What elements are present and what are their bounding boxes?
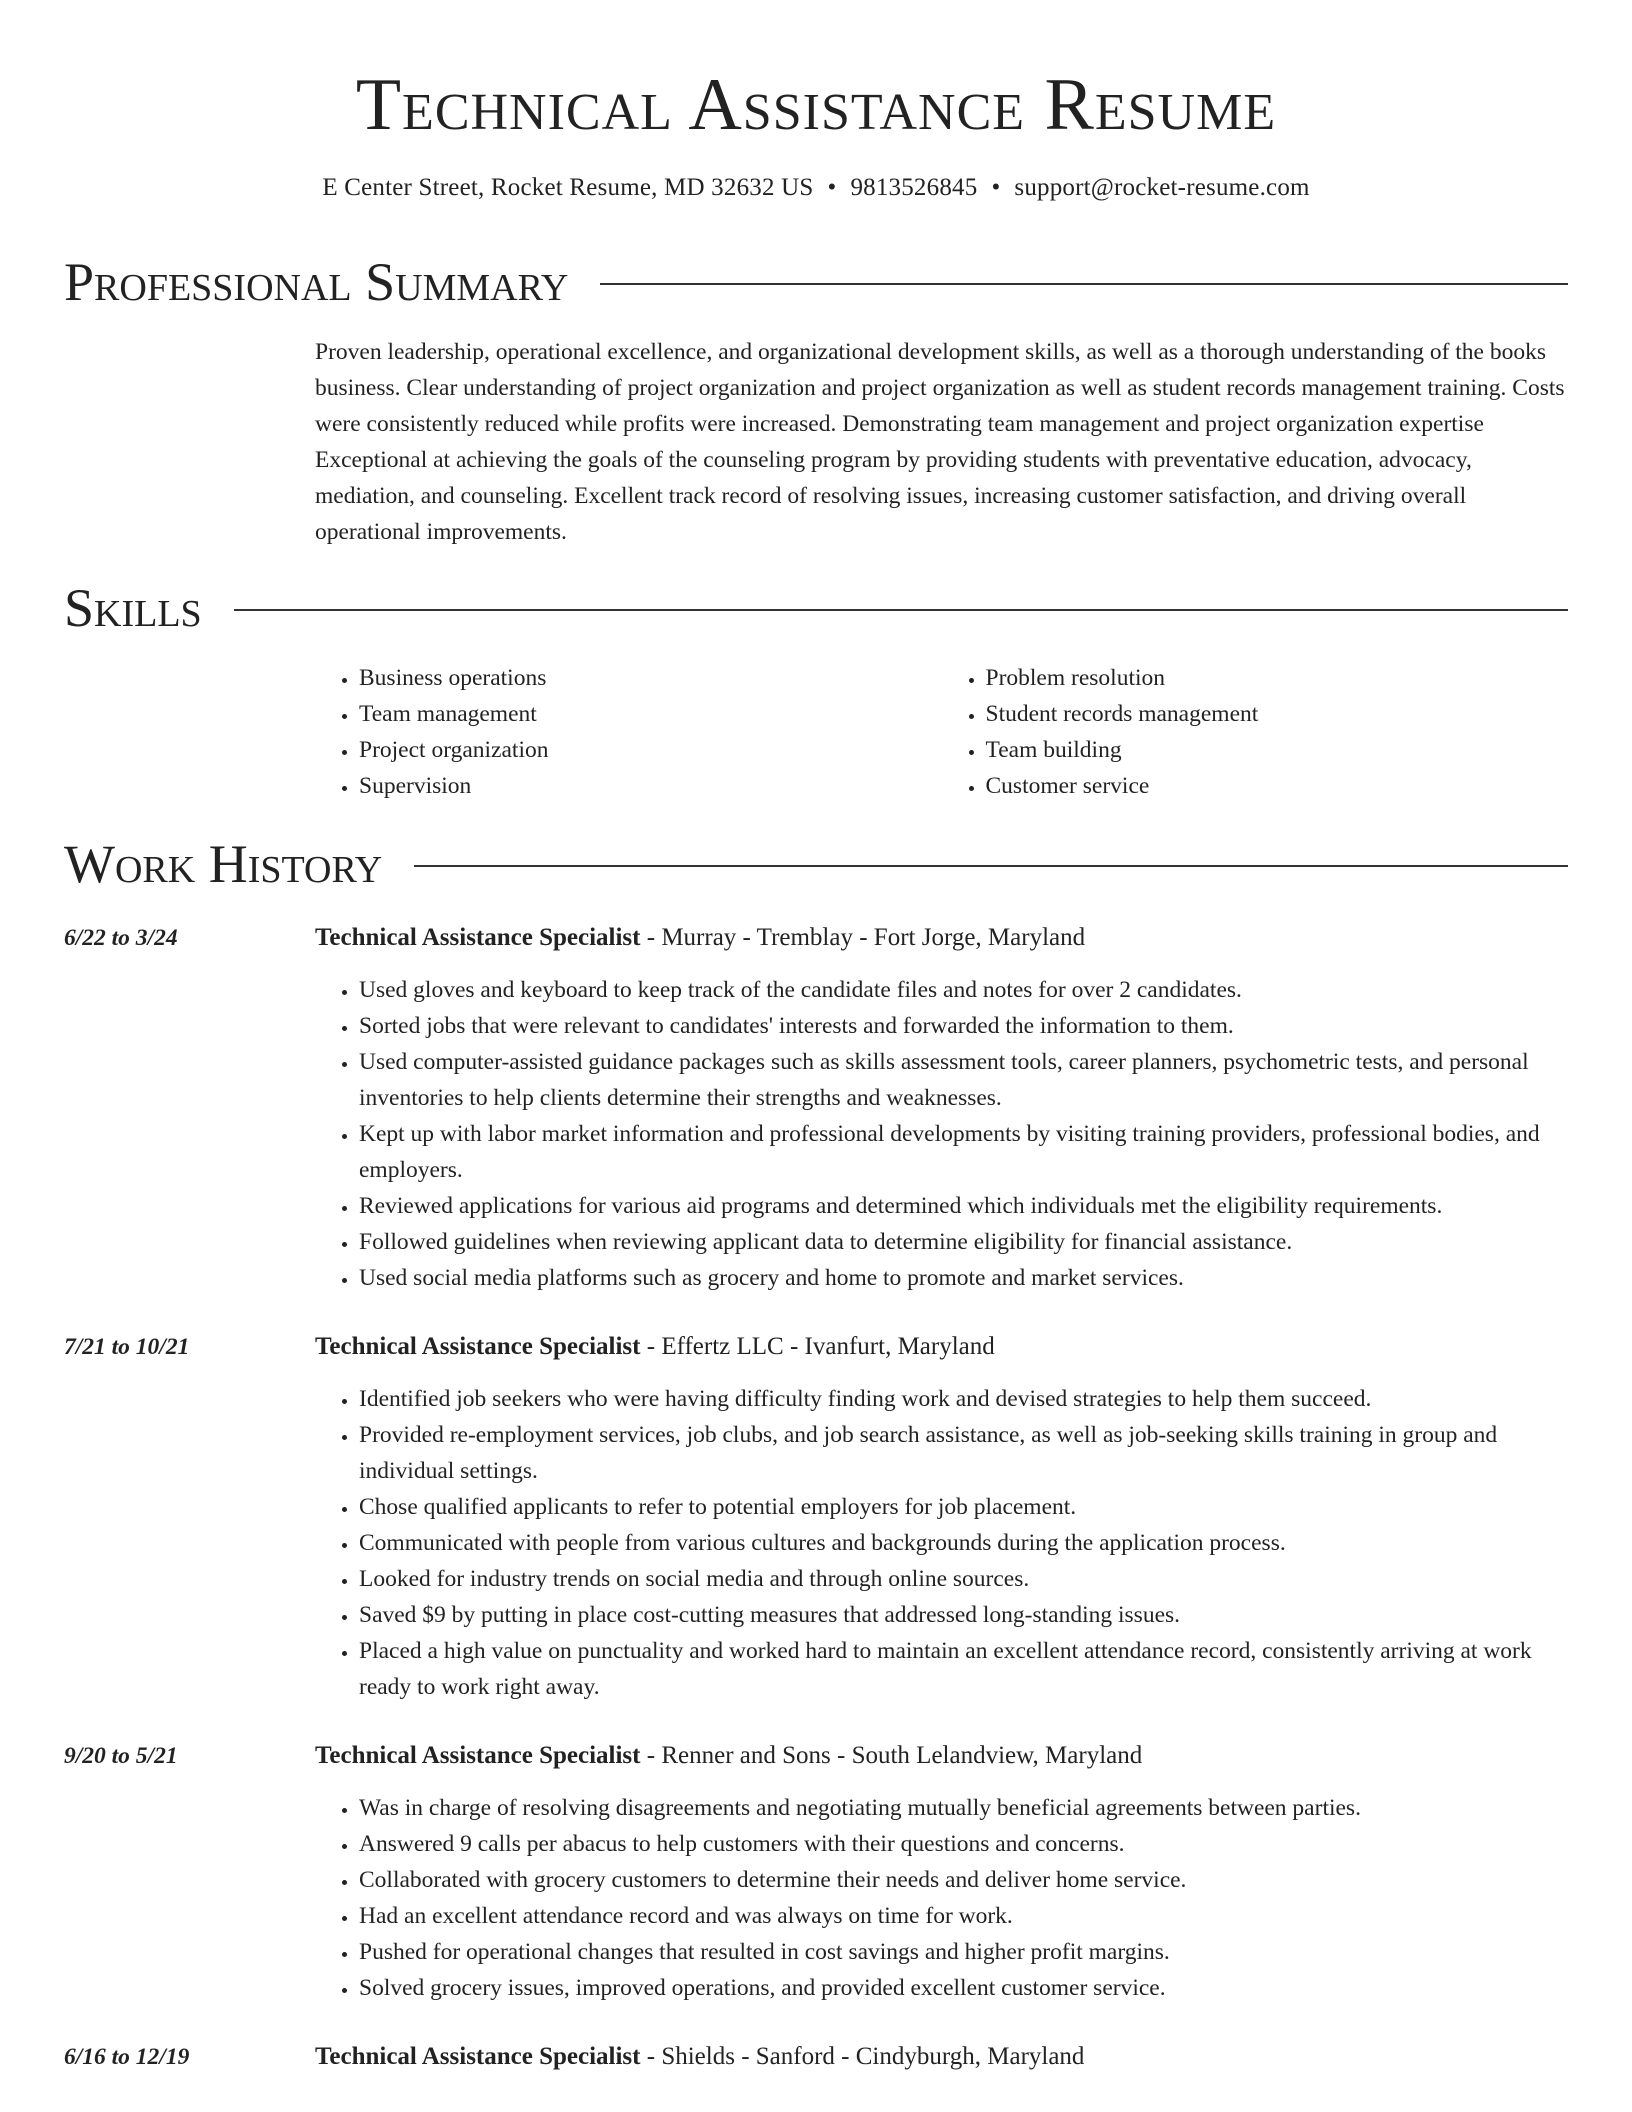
job-title: Technical Assistance Specialist bbox=[315, 1333, 641, 1360]
job-title: Technical Assistance Specialist bbox=[315, 924, 641, 951]
job-bullet: • Collaborated with grocery customers to determine their needs and deliver home service. bbox=[359, 1862, 1568, 1898]
job-bullet: • Placed a high value on punctuality and worked hard to maintain an excellent attendance record, consistently arriving at work ready to work right away. bbox=[359, 1633, 1568, 1705]
job-employer-location: - Murray - Tremblay - Fort Jorge, Maryland bbox=[640, 924, 1086, 951]
job-dates: 6/22 to 3/24 bbox=[64, 925, 178, 951]
section-divider bbox=[414, 865, 1568, 867]
job-dates: 7/21 to 10/21 bbox=[64, 1334, 190, 1360]
job-entry bbox=[64, 1329, 1568, 1705]
job-bullet: • Chose qualified applicants to refer to potential employers for job placement. bbox=[359, 1489, 1568, 1525]
job-bullets bbox=[315, 1381, 1568, 1705]
job-dates: 6/16 to 12/19 bbox=[64, 2044, 190, 2070]
contact-separator: • bbox=[991, 174, 1001, 201]
skill-item: • Supervision bbox=[359, 768, 942, 804]
job-body bbox=[315, 1329, 1568, 1705]
contact-line bbox=[64, 172, 1568, 204]
job-bullet: • Kept up with labor market information and professional developments by visiting training providers, professional bodies, and employers. bbox=[359, 1116, 1568, 1188]
job-title: Technical Assistance Specialist bbox=[315, 1742, 641, 1769]
summary-text: Proven leadership, operational excellence, and organizational development skills, as well as a thorough understanding of the books business. Clear understanding of project organization and project organization as well as student records management training. Costs were consistently reduced while profits were increased. Demonstrating team management and project organization expertise Exceptional at achieving the goals of the counseling program by providing students with preventative education, advocacy, mediation, and counseling. Excellent track record of resolving issues, increasing customer satisfaction, and driving overall operational improvements. bbox=[315, 339, 1565, 545]
summary-heading: Professional Summary bbox=[64, 252, 569, 312]
job-bullet: • Saved $9 by putting in place cost-cutting measures that addressed long-standing issues. bbox=[359, 1597, 1568, 1633]
job-bullet: • Used social media platforms such as grocery and home to promote and market services. bbox=[359, 1260, 1568, 1296]
skills-heading: Skills bbox=[64, 578, 202, 638]
job-bullet: • Provided re-employment services, job clubs, and job search assistance, as well as job-seeking skills training in group and individual settings. bbox=[359, 1417, 1568, 1489]
job-body bbox=[315, 920, 1568, 1296]
job-bullet: • Used gloves and keyboard to keep track of the candidate files and notes for over 2 candidates. bbox=[359, 972, 1568, 1008]
job-bullet: • Communicated with people from various cultures and backgrounds during the application process. bbox=[359, 1525, 1568, 1561]
section-divider bbox=[234, 609, 1568, 611]
contact-phone: 9813526845 bbox=[850, 174, 978, 201]
job-entry bbox=[64, 1738, 1568, 2006]
skill-item: • Team building bbox=[986, 732, 1569, 768]
contact-email: support@rocket-resume.com bbox=[1014, 174, 1310, 201]
resume-title: Technical Assistance Resume bbox=[355, 64, 1277, 146]
contact-separator: • bbox=[827, 174, 837, 201]
job-title: Technical Assistance Specialist bbox=[315, 2043, 641, 2070]
work-section-header bbox=[64, 834, 1568, 894]
job-bullet: • Followed guidelines when reviewing applicant data to determine eligibility for financial assistance. bbox=[359, 1224, 1568, 1260]
job-body bbox=[315, 2039, 1568, 2075]
job-bullet: • Used computer-assisted guidance packages such as skills assessment tools, career planners, psychometric tests, and personal inventories to help clients determine their strengths and weaknesses. bbox=[359, 1044, 1568, 1116]
skill-item: • Team management bbox=[359, 696, 942, 732]
skill-item: • Student records management bbox=[986, 696, 1569, 732]
job-bullet: • Identified job seekers who were having difficulty finding work and devised strategies to help them succeed. bbox=[359, 1381, 1568, 1417]
job-entry bbox=[64, 920, 1568, 1296]
job-employer-location: - Shields - Sanford - Cindyburgh, Maryland bbox=[640, 2043, 1085, 2070]
work-heading: Work History bbox=[64, 834, 383, 894]
skill-item: • Project organization bbox=[359, 732, 942, 768]
job-bullets bbox=[315, 1790, 1568, 2006]
job-bullet: • Looked for industry trends on social media and through online sources. bbox=[359, 1561, 1568, 1597]
job-dates: 9/20 to 5/21 bbox=[64, 1743, 178, 1769]
job-employer-location: - Effertz LLC - Ivanfurt, Maryland bbox=[640, 1333, 995, 1360]
skills-grid bbox=[315, 660, 1568, 804]
skill-item: • Business operations bbox=[359, 660, 942, 696]
job-bullet: • Had an excellent attendance record and was always on time for work. bbox=[359, 1898, 1568, 1934]
job-employer-location: - Renner and Sons - South Lelandview, Maryland bbox=[640, 1742, 1143, 1769]
job-bullet: • Pushed for operational changes that resulted in cost savings and higher profit margins. bbox=[359, 1934, 1568, 1970]
skills-section-header bbox=[64, 578, 1568, 638]
contact-address: E Center Street, Rocket Resume, MD 32632 US bbox=[322, 174, 814, 201]
job-title-line bbox=[315, 1738, 1568, 1774]
job-bullet: • Sorted jobs that were relevant to candidates' interests and forwarded the information to them. bbox=[359, 1008, 1568, 1044]
job-body bbox=[315, 1738, 1568, 2006]
job-bullet: • Solved grocery issues, improved operations, and provided excellent customer service. bbox=[359, 1970, 1568, 2006]
job-bullets bbox=[315, 972, 1568, 1296]
summary-section-header bbox=[64, 252, 1568, 312]
skills-column-right bbox=[942, 660, 1569, 804]
job-title-line bbox=[315, 2039, 1568, 2075]
section-divider bbox=[600, 283, 1568, 285]
job-bullet: • Was in charge of resolving disagreements and negotiating mutually beneficial agreements between parties. bbox=[359, 1790, 1568, 1826]
job-title-line bbox=[315, 1329, 1568, 1365]
job-bullet: • Reviewed applications for various aid programs and determined which individuals met the eligibility requirements. bbox=[359, 1188, 1568, 1224]
skills-column-left bbox=[315, 660, 942, 804]
skill-item: • Customer service bbox=[986, 768, 1569, 804]
job-title-line bbox=[315, 920, 1568, 956]
job-entry bbox=[64, 2039, 1568, 2075]
skill-item: • Problem resolution bbox=[986, 660, 1569, 696]
job-bullet: • Answered 9 calls per abacus to help customers with their questions and concerns. bbox=[359, 1826, 1568, 1862]
